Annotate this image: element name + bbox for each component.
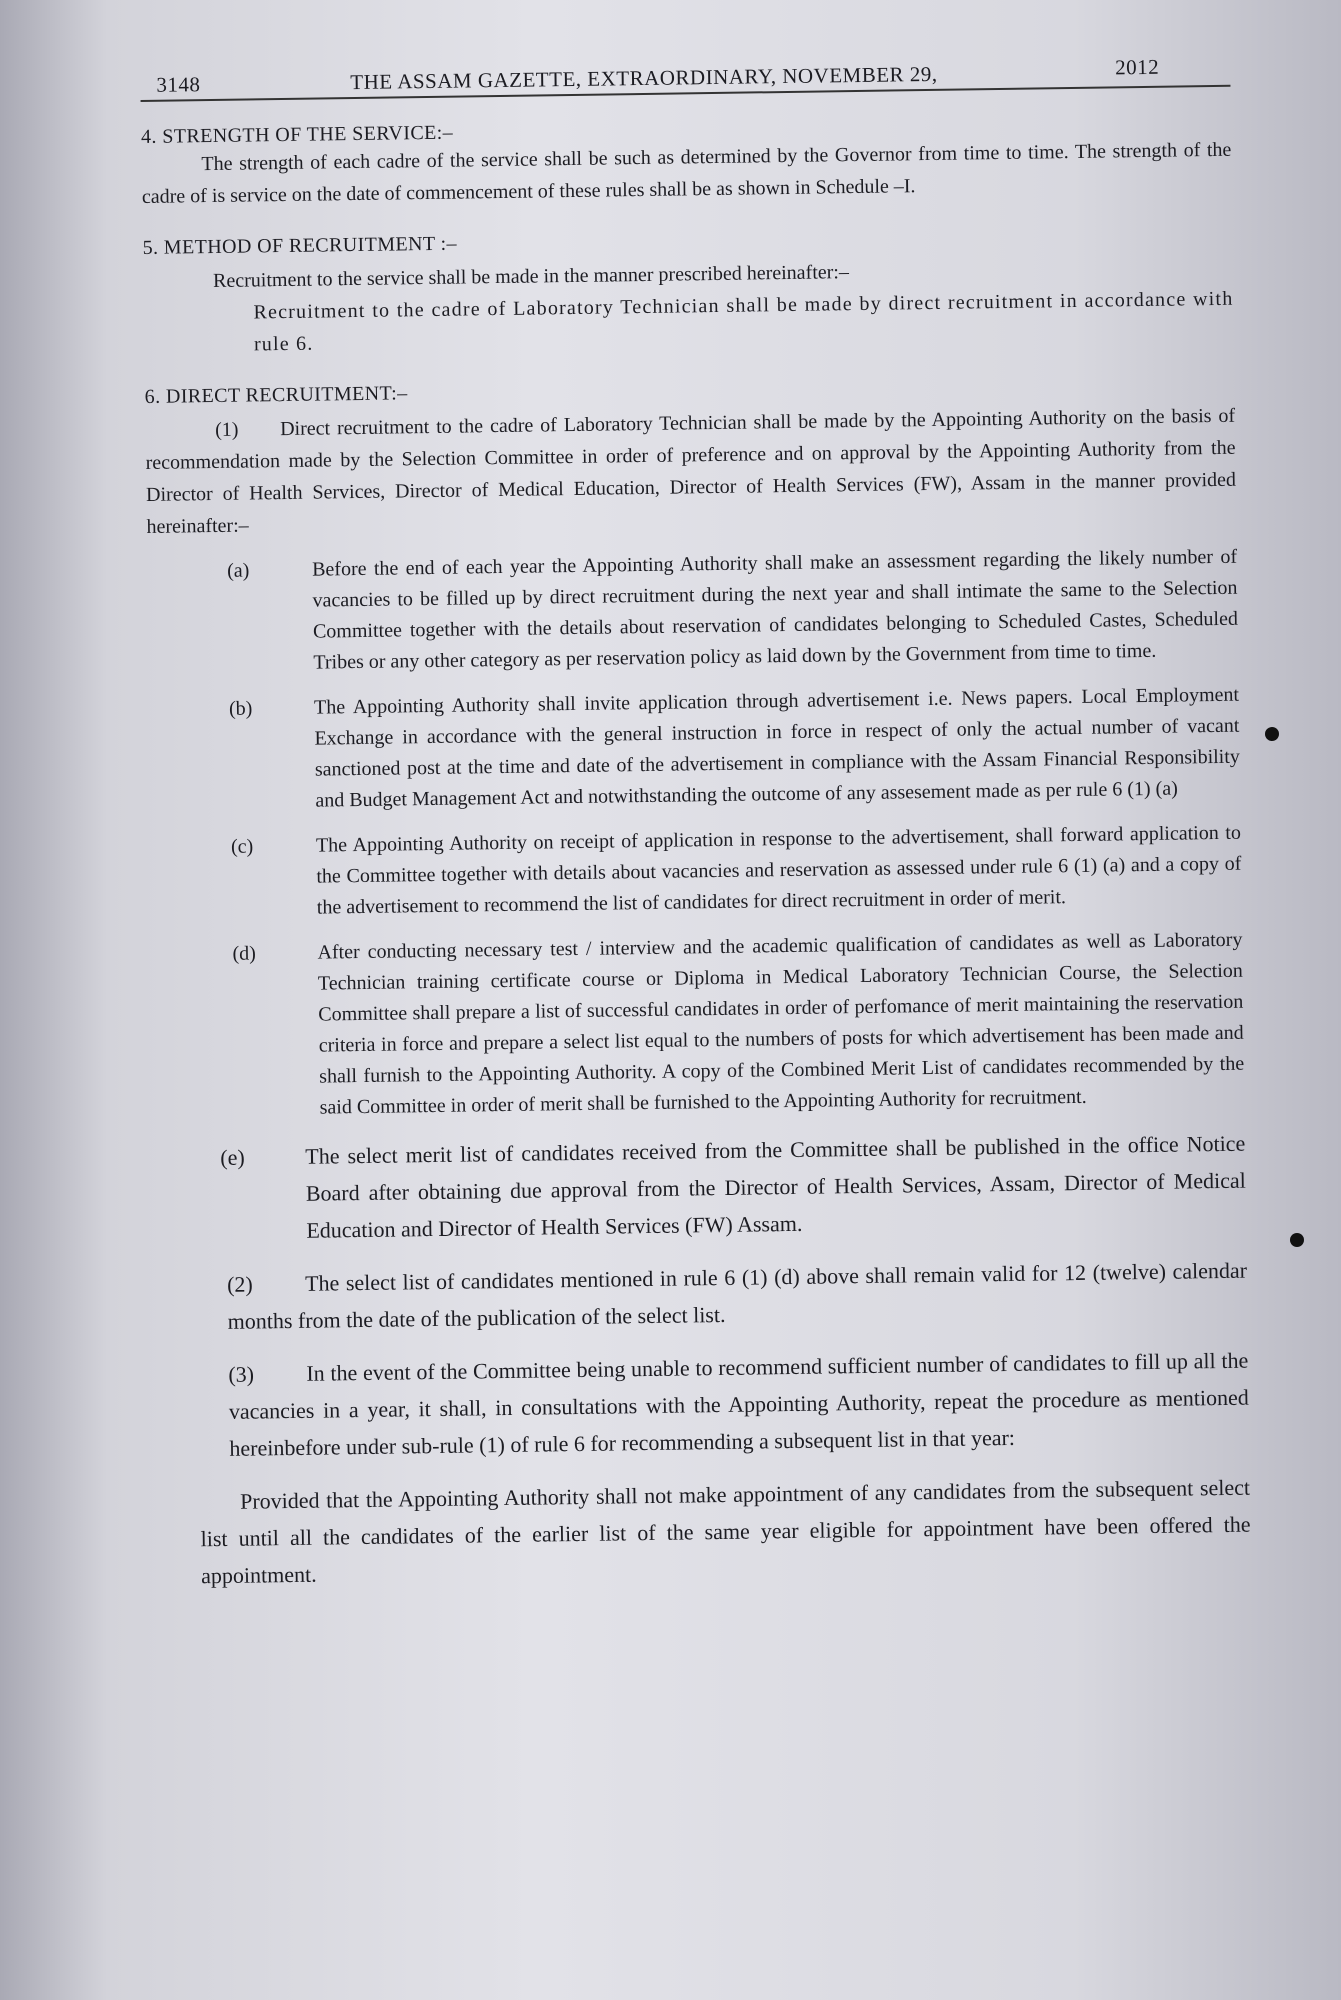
section-heading-recruitment-method: 5. METHOD OF RECRUITMENT :– <box>142 232 458 259</box>
clause-d <box>152 925 1244 1126</box>
subrule-2-text: The select list of candidates mentioned in rule 6 (1) (d) above shall remain valid for 12 (twelve) calendar months from the date of the publication of the select list. <box>227 1257 1248 1334</box>
clause-c <box>151 818 1242 926</box>
section-heading-strength: 4. STRENGTH OF THE SERVICE:– <box>140 121 454 148</box>
clause-label: (b) <box>228 697 253 720</box>
gazette-page <box>140 45 1257 1970</box>
section-text-recruitment-method: Recruitment to the cadre of Laboratory Technician shall be made by direct recruitment in accordance with rule 6. <box>253 287 1234 356</box>
clause-text: The select merit list of candidates received from the Committee shall be published in the office Notice Board after obtaining due approval from the Director of Health Services, Assam, Director of Medical Education and Director of Health Services (FW) Assam. <box>305 1130 1246 1243</box>
gazette-title: THE ASSAM GAZETTE, EXTRAORDINARY, NOVEMBER 29, <box>350 61 938 95</box>
proviso: Provided that the Appointing Authority shall not make appointment of any candidates from the subsequent select list until all the candidates of the earlier list of the same year eligible for appointment have been offered the appointment. <box>200 1474 1251 1589</box>
punch-hole-mark <box>1290 1233 1304 1247</box>
subrule-3 <box>228 1342 1249 1467</box>
clause-a <box>147 542 1239 681</box>
gazette-year: 2012 <box>1115 54 1160 80</box>
punch-hole-mark <box>1265 727 1279 741</box>
clause-e <box>155 1125 1246 1251</box>
clause-label: (e) <box>220 1144 245 1170</box>
subrule-1 <box>145 400 1237 543</box>
section-text-strength: The strength of each cadre of the service shall be such as determined by the Governor from time to time. The strength of the cadre of is service on the date of commencement of these rules shall be as shown in Schedule –I. <box>141 138 1232 208</box>
section-intro-recruitment-method: Recruitment to the service shall be made in the manner prescribed hereinafter:– <box>212 261 850 292</box>
clause-label: (d) <box>232 942 256 965</box>
subrule-1-label: (1) <box>215 418 239 441</box>
subrule-1-text: Direct recruitment to the cadre of Laboratory Technician shall be made by the Appointing Authority on the basis of recommendation made by the Selection Committee in order of preference and on approval by the Appointing Authority from the Director of Health Services, Director of Medical Education, Director of Health Services (FW), Assam in the manner provided hereinafter:– <box>145 404 1237 538</box>
clause-label: (a) <box>226 559 250 582</box>
section-heading-direct-recruitment: 6. DIRECT RECRUITMENT:– <box>144 382 408 408</box>
subrule-3-text: In the event of the Committee being unable to recommend sufficient number of candidates to fill up all the vacancies in a year, it shall, in consultations with the Appointing Authority, repeat the procedure as mentioned hereinbefore under sub-rule (1) of rule 6 for recommending a subsequent list in that year: <box>228 1347 1249 1461</box>
clause-text: Before the end of each year the Appointing Authority shall make an assessment regarding the likely number of vacancies to be filled up by direct recruitment during the next year and shall intimate the same to the Selection Committee together with the details about reservation of candidates belonging to Scheduled Castes, Scheduled Tribes or any other category as per reservation policy as laid down by the Government from time to time. <box>311 545 1239 674</box>
clause-text: After conducting necessary test / interview and the academic qualification of candidates as well as Laboratory Technician training certificate course or Diploma in Medical Laboratory Technician Course, the Selection Committee shall prepare a list of successful candidates in order of perfomance of merit maintaining the reservation criteria in force and prepare a select list equal to the numbers of posts for which advertisement has been made and shall furnish to the Appointing Authority. A copy of the Combined Merit List of candidates recommended by the said Committee in order of merit shall be furnished to the Appointing Authority for recruitment. <box>317 928 1245 1119</box>
clause-b <box>149 680 1241 819</box>
page-number: 3148 <box>156 72 201 97</box>
subrule-3-label: (3) <box>228 1361 255 1387</box>
clause-text: The Appointing Authority shall invite application through advertisement i.e. News papers. Local Employment Exchange in accordance with the general instruction in force in respect of only the actual number of vacant sanctioned post at the time and date of the advertisement in compliance with the Assam Financial Responsibility and Budget Management Act and notwithstanding the outcome of any assesement made as per rule 6 (1) (a) <box>313 683 1240 812</box>
clause-text: The Appointing Authority on receipt of application in response to the advertisement, shall forward application to the Committee together with details about vacancies and reservation as assessed under rule 6 (1) (a) and a copy of the advertisement to recommend the list of candidates for direct recruitment in order of merit. <box>315 821 1242 919</box>
subrule-2-label: (2) <box>226 1271 253 1297</box>
clause-label: (c) <box>230 835 254 858</box>
subrule-2 <box>227 1252 1248 1340</box>
page-header <box>140 45 1230 102</box>
